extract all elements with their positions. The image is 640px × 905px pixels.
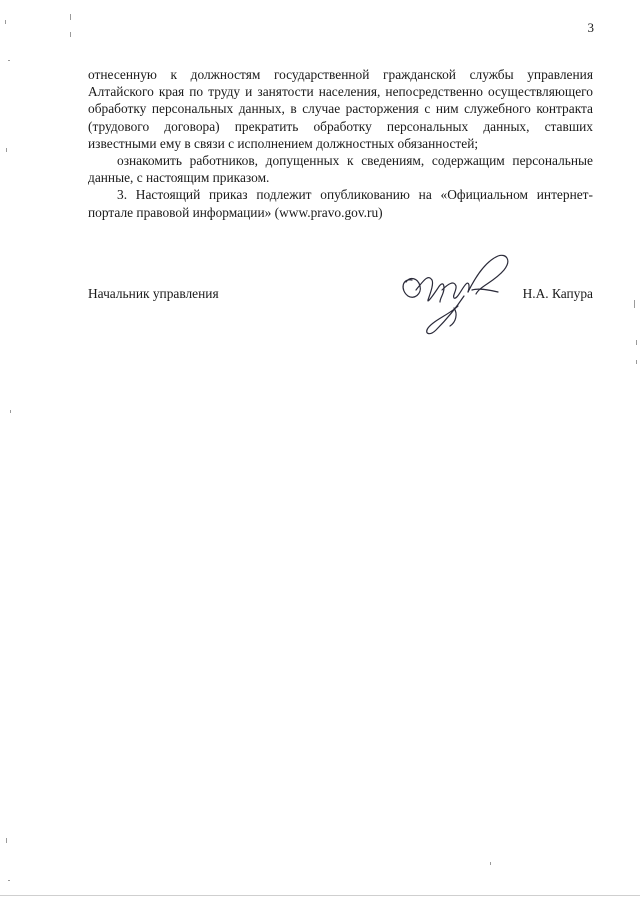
- signer-title: Начальник управления: [88, 286, 219, 301]
- scan-speck: [5, 20, 6, 24]
- paragraph-acquaint: ознакомить работников, допущенных к сведениям, содержащим персональные данные, с настоящим приказом.: [88, 153, 593, 186]
- scan-speck: [10, 410, 11, 413]
- scan-speck: [636, 340, 637, 345]
- scan-speck: [6, 148, 7, 152]
- scan-speck: [8, 880, 10, 881]
- scan-speck: [8, 60, 10, 61]
- scan-speck: [6, 838, 7, 843]
- signature-row: [88, 282, 593, 312]
- scan-speck: [70, 14, 71, 20]
- signer-name: Н.А. Капура: [522, 286, 593, 301]
- scan-speck: [636, 360, 637, 364]
- scan-speck: [634, 300, 635, 308]
- paragraph-publication: 3. Настоящий приказ подлежит опубликованию на «Официальном интернет-портале правовой информации» (www.pravo.gov.ru): [88, 187, 593, 220]
- scan-speck: [490, 862, 491, 865]
- paragraph-continuation: отнесенную к должностям государственной гражданской службы управления Алтайского края по труду и занятости населения, непосредственно осуществляющего обработку персональных данных, в случае расторжения с ним служебного контракта (трудового договора) прекратить обработку персональных данных, ставших известными ему в связи с исполнением должностных обязанностей;: [88, 67, 593, 151]
- document-body: [88, 66, 593, 221]
- scan-edge-line: [0, 895, 640, 896]
- page-number: 3: [587, 20, 594, 35]
- handwritten-signature: [394, 250, 514, 340]
- scan-speck: [70, 32, 71, 37]
